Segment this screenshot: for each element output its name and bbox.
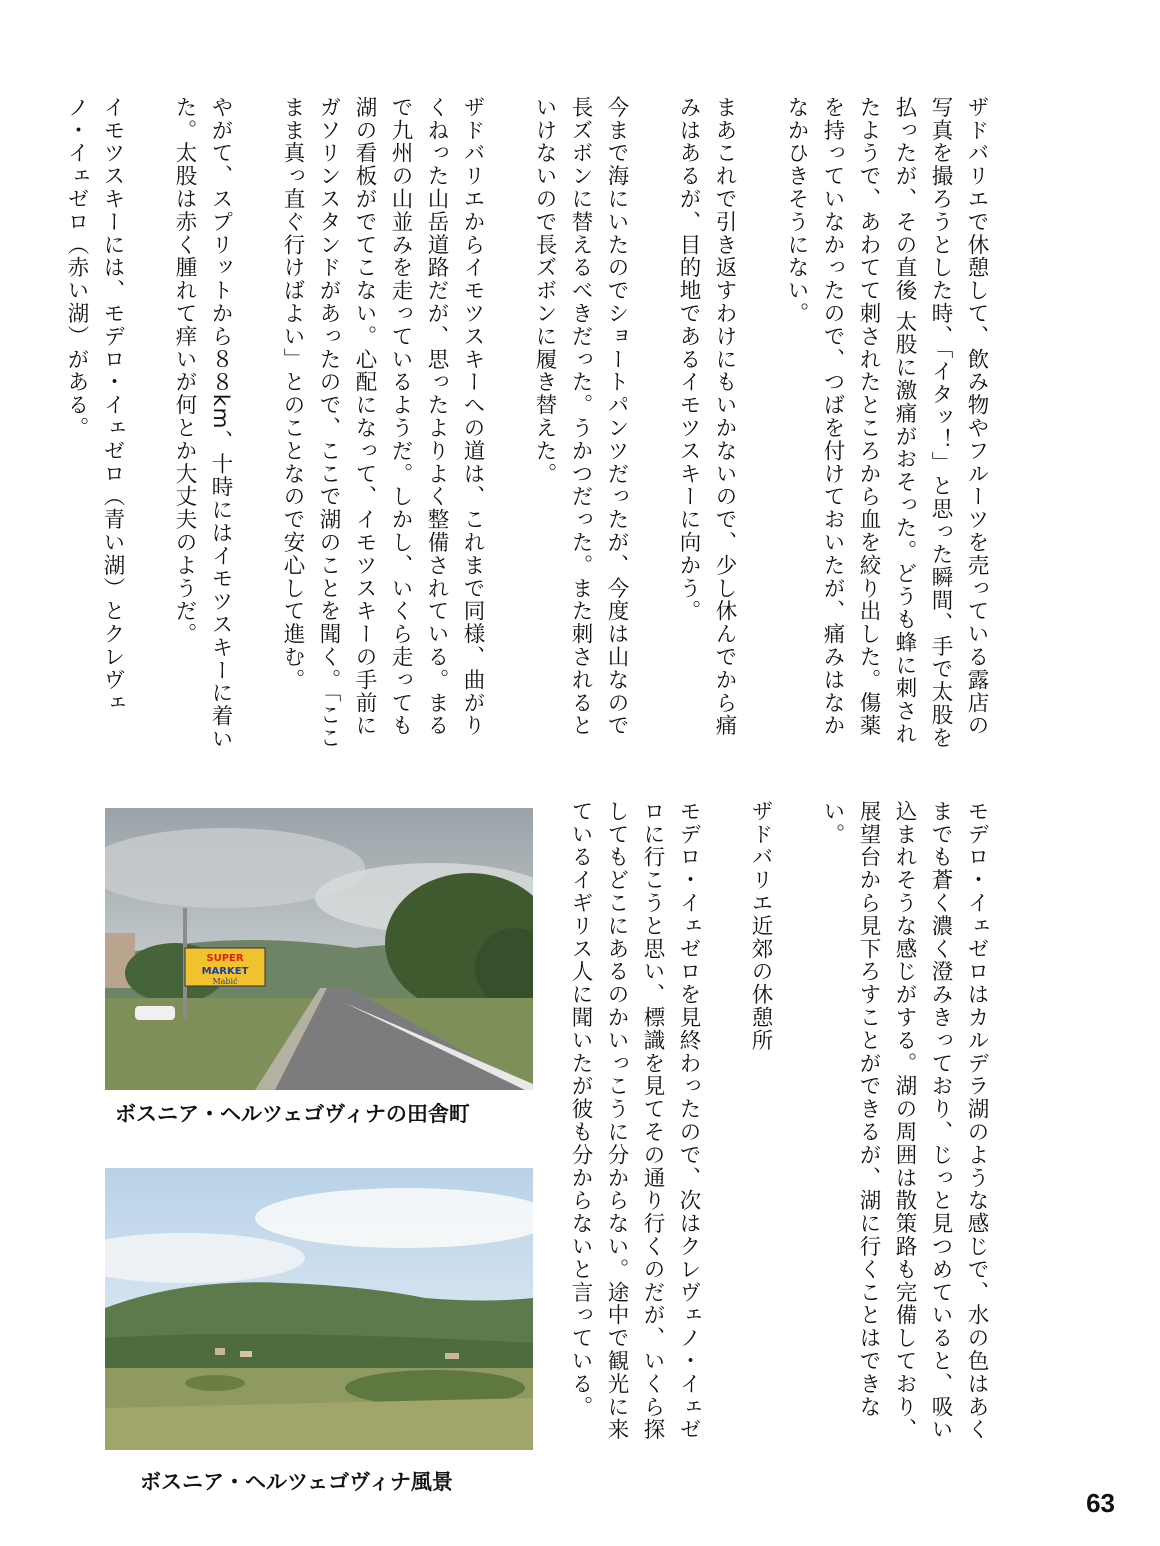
paragraph: 今まで海にいたのでショートパンツだったが、今度は山なので長ズボンに替えるべきだった。うかつだった。また刺されるといけないので長ズボンに履き替えた。	[532, 96, 629, 738]
sign-line2: MARKET	[201, 966, 249, 977]
paragraph: ザドバリエからイモツスキーへの道は、これまで同様、曲がりくねった山岳道路だが、思ったよりよく整備されている。まるで九州の山並みを走っているようだ。しかし、いくら走っても湖の看板がでてこない。心配になって、イモツスキーの手前にガソリンスタンドがあったので、ここで湖のことを聞く。「ここまま真っ直ぐ行けばよい」とのことなので安心して進む。	[280, 96, 485, 750]
paragraph: モデロ・イェゼロはカルデラ湖のような感じで、水の色はあくまでも蒼く濃く澄みきっており、じっと見つめていると、吸い込まれそうな感じがする。湖の周囲は散策路も完備しており、展望台から見下ろすことができるが、湖に行くことはできない。	[820, 800, 989, 1442]
paragraph: ザドバリエで休憩して、飲み物やフルーツを売っている露店の写真を撮ろうとした時、「イタッ！」と思った瞬間、手で太股を払ったが、その直後 太股に激痛がおそった。どうも蜂に刺されたようで、あわてて刺されたところから血を絞り出した。傷薬を持っていなかったので、つばを付けておいたが、痛みはなかなかひきそうにない。	[784, 96, 989, 750]
paragraph: モデロ・イェゼロを見終わったので、次はクレヴェノ・イェゼロに行こうと思い、標識を見てその通り行くのだが、いくら探してもどこにあるのかいっこうに分からない。途中で観光に来ているイギリス人に聞いたが彼も分からないと言っている。	[568, 800, 701, 1442]
upper-text-column	[22, 96, 1030, 756]
section-heading: ザドバリエ近郊の休憩所	[748, 800, 773, 1052]
paragraph: イモツスキーには、モデロ・イェゼロ（青い湖）とクレヴェノ・イェゼロ（赤い湖）がある。	[64, 96, 125, 715]
sign-line3: Mabić	[212, 977, 238, 986]
photo-caption: ボスニア・ヘルツェゴヴィナの田舎町	[115, 1102, 470, 1126]
photo-landscape-image	[105, 1168, 533, 1450]
sign-line1: SUPER	[206, 953, 244, 964]
photo-country-town-image	[105, 808, 533, 1090]
photo-landscape	[105, 1168, 533, 1450]
photo-caption: ボスニア・ヘルツェゴヴィナ風景	[140, 1470, 453, 1494]
lower-text-column	[526, 800, 1030, 1460]
page-number: 63	[1086, 1488, 1115, 1518]
photo-country-town	[105, 808, 533, 1090]
paragraph: まあこれで引き返すわけにもいかないので、少し休んでから痛みはあるが、目的地であるイモツスキーに向かう。	[676, 96, 737, 738]
paragraph: やがて、スプリットから８８km、十時にはイモツスキーに着いた。太股は赤く腫れて痒いが何とか大丈夫のようだ。	[172, 96, 233, 751]
